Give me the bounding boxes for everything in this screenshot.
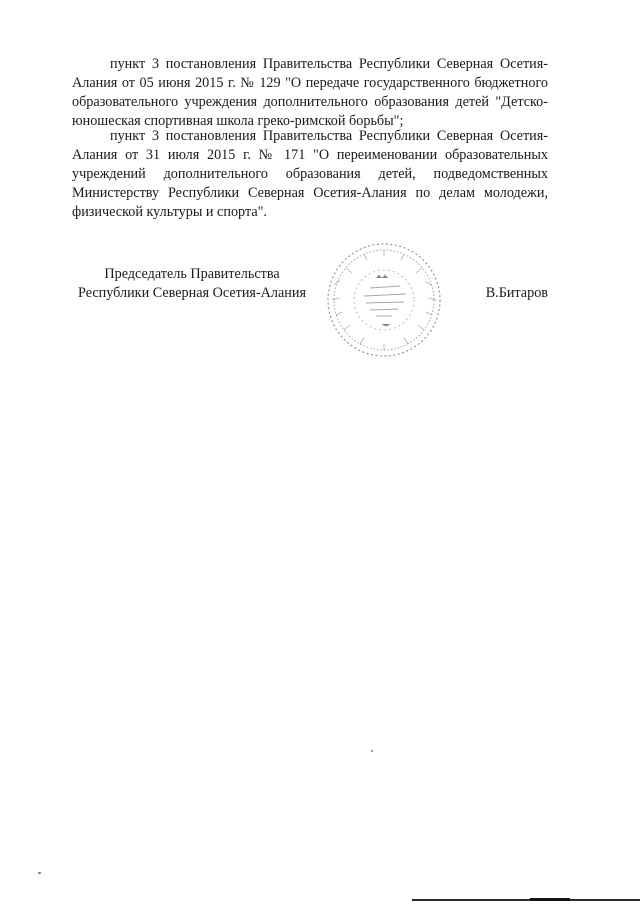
scan-speck	[38, 872, 41, 874]
paragraph-item-2: пункт 3 постановления Правительства Республики Северная Осетия-Алания от 31 июля 2015 г. № 171 "О переименовании образовательных учреждений дополнительного образования детей, подведомственных Министерству Республики Северная Осетия-Алания по делам молодежи, физической культуры и спорта".	[72, 128, 548, 220]
signer-name: В.Битаров	[485, 285, 548, 301]
official-seal-icon	[324, 240, 444, 360]
signer-title-line-2: Республики Северная Осетия-Алания	[77, 285, 306, 301]
paragraph-item-1: пункт 3 постановления Правительства Республики Северная Осетия-Алания от 05 июня 2015 г. № 129 "О передаче государственного бюджетного образовательного учреждения дополнительного образования детей "Детско-юношеская спортивная школа греко-римской борьбы";	[72, 56, 548, 129]
bottom-rule	[412, 899, 640, 901]
scan-speck	[371, 750, 373, 752]
signer-title-line-1: Председатель Правительства	[104, 266, 280, 282]
bottom-rule-accent	[530, 898, 570, 901]
signer-title	[72, 265, 312, 303]
signature-block	[72, 265, 548, 385]
